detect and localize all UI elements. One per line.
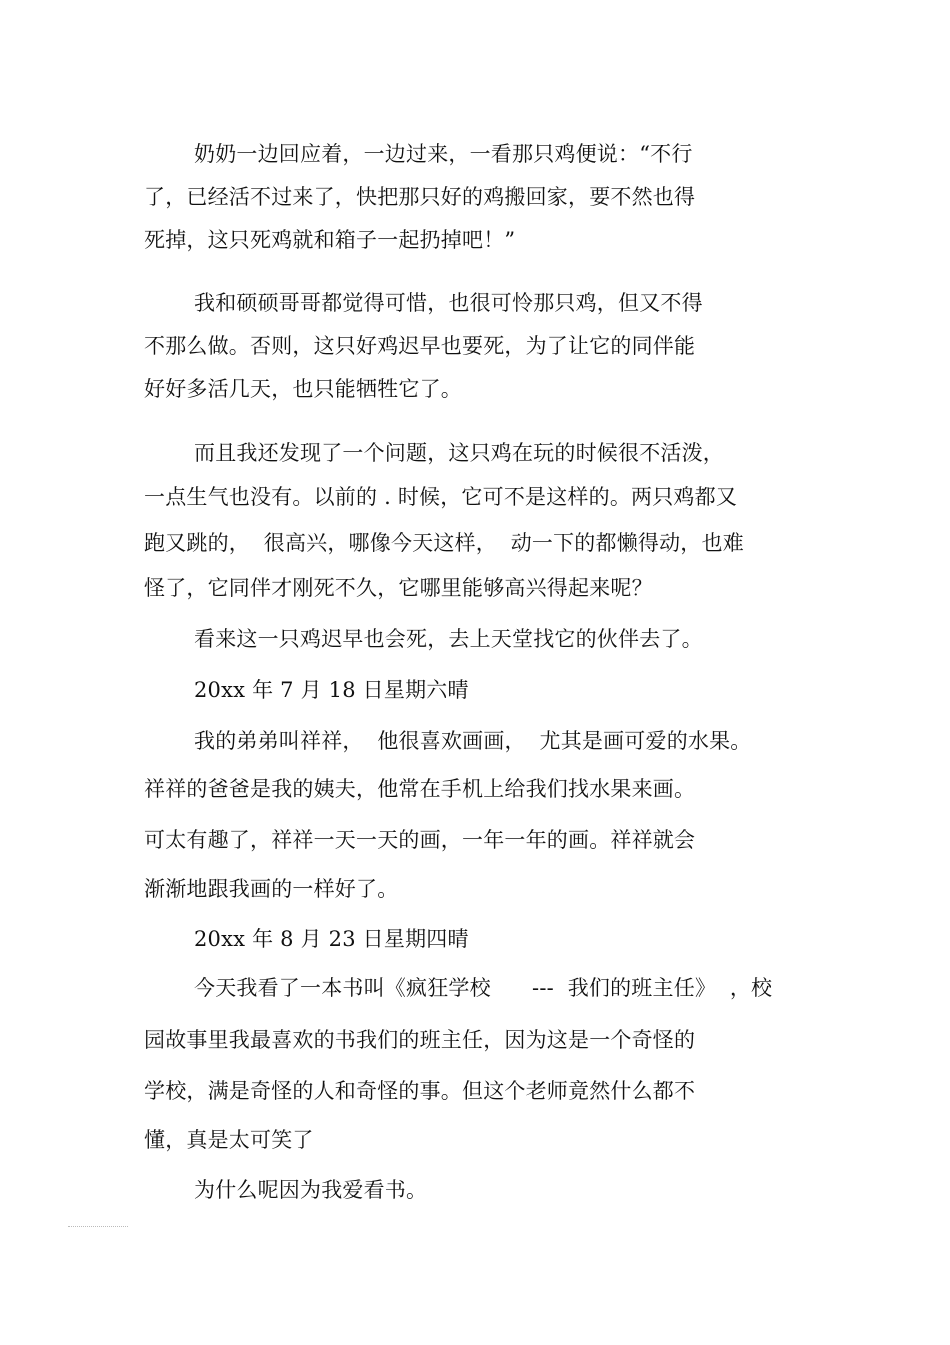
text-line-18: 今天我看了一本书叫《疯狂学校 --- 我们的班主任》 ，校 [194, 976, 773, 1000]
text-line-14: 祥祥的爸爸是我的姨夫，他常在手机上给我们找水果来画。 [144, 777, 696, 801]
text-line-6: 好好多活几天，也只能牺牲它了。 [144, 377, 462, 401]
text-line-9: 跑又跳的， 很高兴，哪像今天这样， 动一下的都懒得动，也难 [144, 531, 744, 555]
text-line-21: 懂，真是太可笑了 [144, 1128, 314, 1152]
text-line-8: 一点生气也没有。以前的 . 时候，它可不是这样的。两只鸡都又 [144, 485, 738, 509]
text-line-2: 了，已经活不过来了，快把那只好的鸡搬回家，要不然也得 [144, 185, 696, 209]
text-line-15: 可太有趣了，祥祥一天一天的画，一年一年的画。祥祥就会 [144, 828, 696, 852]
text-line-10: 怪了，它同伴才刚死不久，它哪里能够高兴得起来呢？ [144, 576, 653, 600]
text-line-7: 而且我还发现了一个问题，这只鸡在玩的时候很不活泼， [194, 441, 724, 465]
text-line-20: 学校，满是奇怪的人和奇怪的事。但这个老师竟然什么都不 [144, 1079, 696, 1103]
date-heading-1: 20xx 年 7 月 18 日星期六晴 [194, 678, 469, 702]
text-line-5: 不那么做。否则，这只好鸡迟早也要死，为了让它的同伴能 [144, 334, 696, 358]
text-line-11: 看来这一只鸡迟早也会死，去上天堂找它的伙伴去了。 [194, 627, 703, 651]
text-line-16: 渐渐地跟我画的一样好了。 [144, 877, 399, 901]
text-line-4: 我和硕硕哥哥都觉得可惜，也很可怜那只鸡，但又不得 [194, 291, 703, 315]
text-line-22: 为什么呢因为我爱看书。 [194, 1178, 428, 1202]
page-footer-mark [68, 1226, 128, 1227]
text-line-13: 我的弟弟叫祥祥， 他很喜欢画画， 尤其是画可爱的水果。 [194, 729, 752, 753]
text-line-3: 死掉，这只死鸡就和箱子一起扔掉吧！” [144, 228, 516, 252]
text-line-1: 奶奶一边回应着，一边过来，一看那只鸡便说：“不行 [194, 142, 693, 166]
date-heading-2: 20xx 年 8 月 23 日星期四晴 [194, 927, 469, 951]
text-line-19: 园故事里我最喜欢的书我们的班主任，因为这是一个奇怪的 [144, 1028, 696, 1052]
